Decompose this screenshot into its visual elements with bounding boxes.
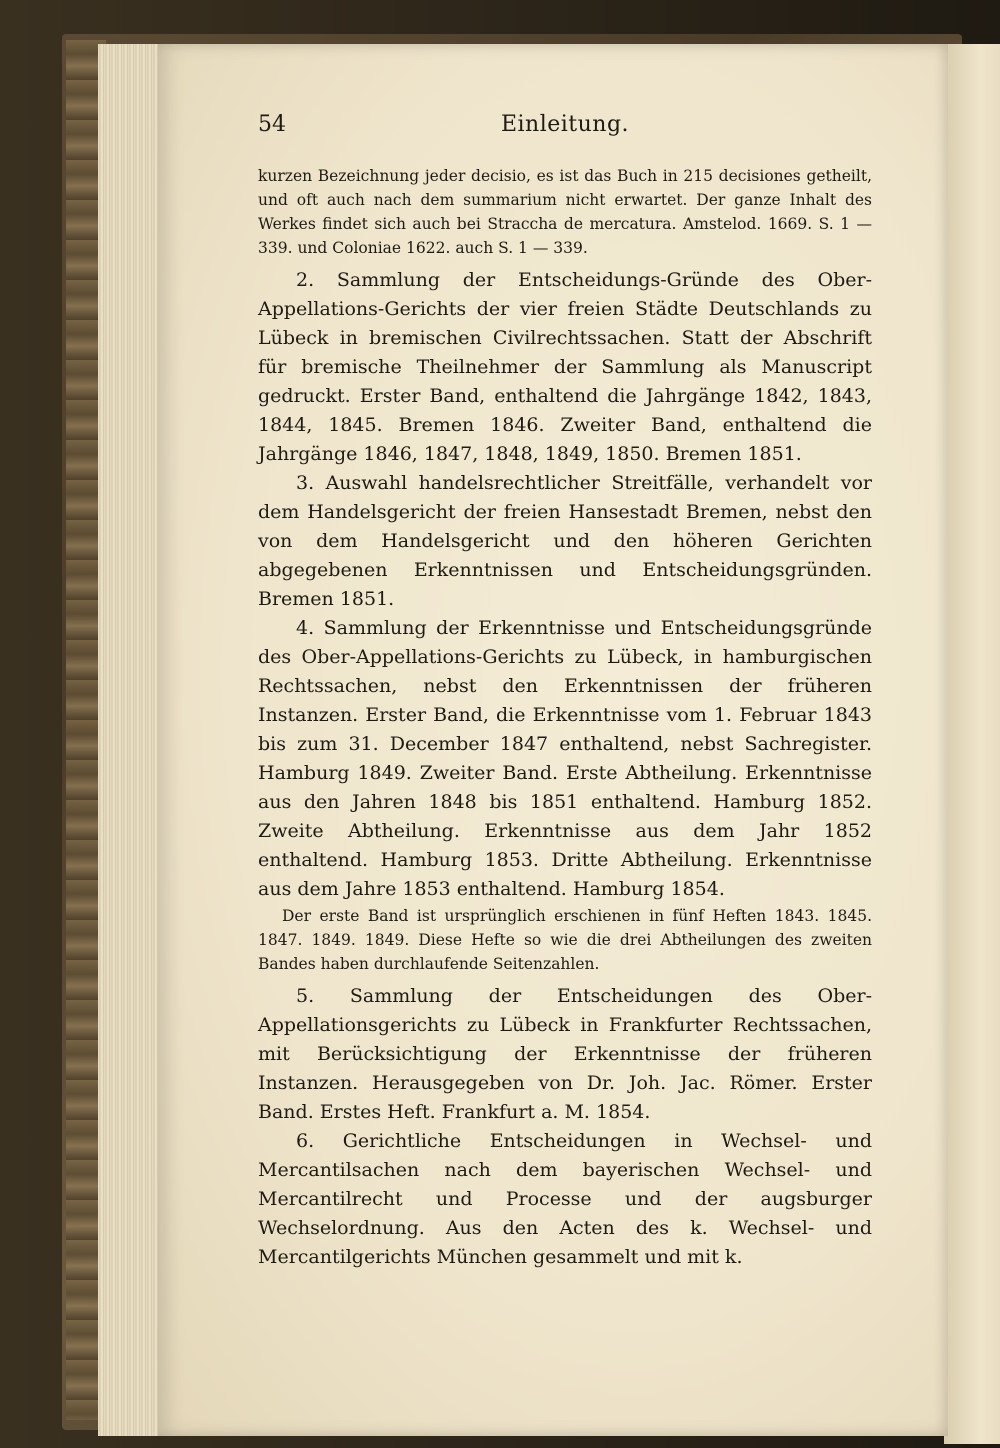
page-stack-edges [98,44,164,1436]
entry-2: 2. Sammlung der Entscheidungs-Gründe des Ober-Appellations-Gerichts der vier freien Städte Deutschlands zu Lübeck in bremischen Civilrechtssachen. Statt der Abschrift für bremische Theilnehmer der Sammlung als Manuscript gedruckt. Erster Band, enthaltend die Jahrgänge 1842, 1843, 1844, 1845. Bremen 1846. Zweiter Band, enthaltend die Jahrgänge 1846, 1847, 1848, 1849, 1850. Bremen 1851. [258,269,872,465]
page-header [258,108,872,148]
entry-6: 6. Gerichtliche Entscheidungen in Wechsel- und Mercantilsachen nach dem bayerischen Wechsel- und Mercantilrecht und Processe und der augsburger Wechselordnung. Aus den Acten des k. Wechsel- und Mercantilgerichts München gesammelt und mit k. [258,1130,872,1268]
page-content [258,108,872,1272]
facing-page-edge [944,44,1000,1444]
running-title: Einleitung. [500,112,630,137]
entry-5: 5. Sammlung der Entscheidungen des Ober-Appellationsgerichts zu Lübeck in Frankfurter Rechtssachen, mit Berücksichtigung der Erkenntnisse der früheren Instanzen. Herausgegeben von Dr. Joh. Jac. Römer. Erster Band. Erstes Heft. Frankfurt a. M. 1854. [258,985,872,1123]
entry-4: 4. Sammlung der Erkenntnisse und Entscheidungsgründe des Ober-Appellations-Gerichts zu Lübeck, in hamburgischen Rechtssachen, nebst den Erkenntnissen der früheren Instanzen. Erster Band, die Erkenntnisse vom 1. Februar 1843 bis zum 31. December 1847 enthaltend, nebst Sachregister. Hamburg 1849. Zweiter Band. Erste Abtheilung. Erkenntnisse aus den Jahren 1848 bis 1851 enthaltend. Hamburg 1852. Zweite Abtheilung. Erkenntnisse aus dem Jahr 1852 enthaltend. Hamburg 1853. Dritte Abtheilung. Erkenntnisse aus dem Jahre 1853 enthaltend. Hamburg 1854. [258,617,872,900]
entry-4-note: Der erste Band ist ursprünglich erschienen in fünf Heften 1843. 1845. 1847. 1849. 1849. Diese Hefte so wie die drei Abtheilungen des zweiten Bandes haben durchlaufende Seitenzahlen. [258,907,872,973]
entry-3: 3. Auswahl handelsrechtlicher Streitfälle, verhandelt vor dem Handelsgericht der freien Hansestadt Bremen, nebst den von dem Handelsgericht und den höheren Gerichten abgegebenen Erkenntnissen und Entscheidungsgründen. Bremen 1851. [258,472,872,610]
footnote-continuation: kurzen Bezeichnung jeder decisio, es ist das Buch in 215 decisiones getheilt, und oft auch nach dem summarium nicht erwartet. Der ganze Inhalt des Werkes findet sich auch bei Straccha de mercatura. Amstelod. 1669. S. 1 — 339. und Coloniae 1622. auch S. 1 — 339. [258,167,872,257]
page-number: 54 [258,112,286,137]
